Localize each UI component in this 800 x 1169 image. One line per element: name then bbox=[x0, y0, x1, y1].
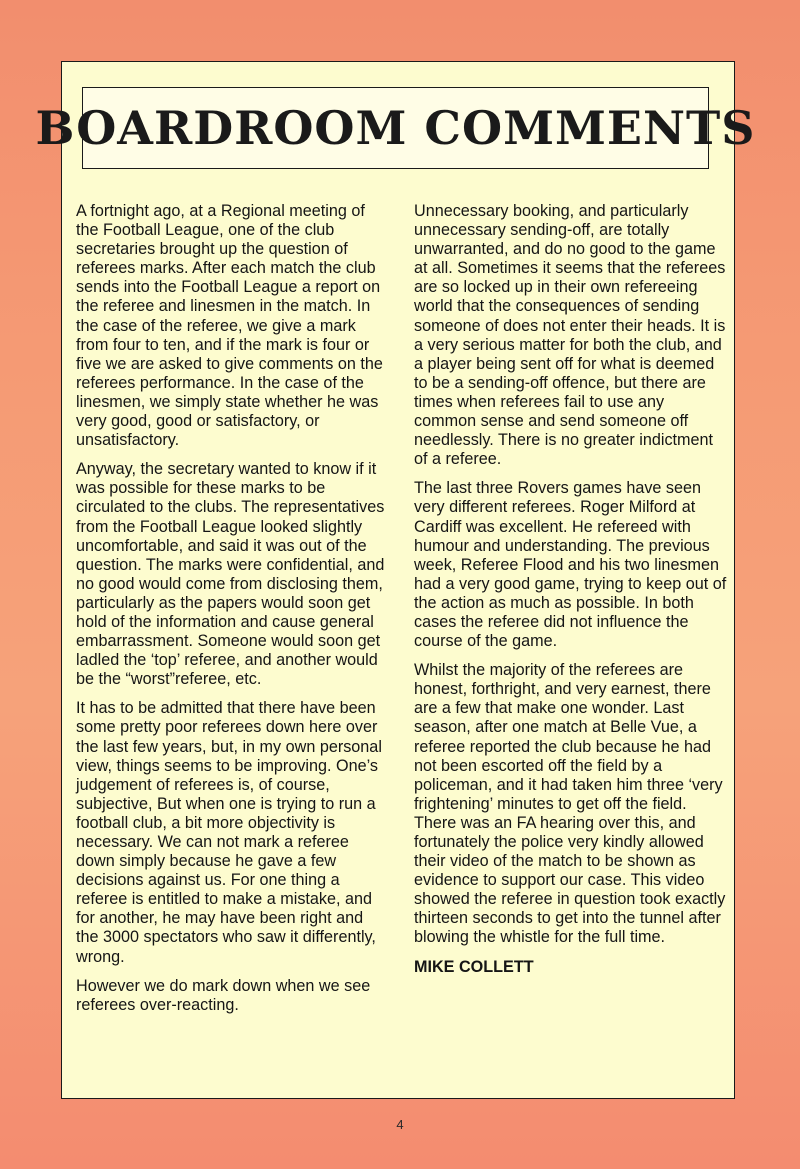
paragraph: However we do mark down when we see referees over-reacting. bbox=[76, 976, 371, 1014]
paragraph: A fortnight ago, at a Regional meeting of the Football League, one of the club secretaries brought up the question of referees marks. After each match the club sends into the Football League a report on the referee and linesmen in the match. In the case of the referee, we give a mark from four to ten, and if the mark is four or five we are asked to give comments on the referees performance. In the case of the linesmen, we simply state whether he was very good, good or satisfactory, or unsatisfactory. bbox=[76, 202, 383, 450]
article-columns bbox=[76, 202, 728, 1025]
author-byline: MIKE COLLETT bbox=[414, 957, 534, 976]
paragraph: Unnecessary booking, and particularly unnecessary sending-off, are totally unwarranted, and do no good to the game at all. Sometimes it seems that the referees are so locked up in their own refereeing world that the consequences of sending someone of does not enter their heads. It is a very serious matter for both the club, and a player being sent off for what is deemed to be a sending-off offence, but there are times when referees fail to use any common sense and send someone off needlessly. There is no greater indictment of a referee. bbox=[414, 202, 726, 469]
paragraph: It has to be admitted that there have been some pretty poor referees down here over the last few years, but, in my own personal view, things seems to be improving. One’s judgement of referees is, of course, subjective, But when one is trying to run a football club, a bit more objectivity is necessary. We can not mark a referee down simply because he gave a few decisions against us. For one thing a referee is entitled to make a mistake, and for another, he may have been right and the 3000 spectators who saw it differently, wrong. bbox=[76, 699, 382, 966]
title-box bbox=[35, 87, 756, 169]
right-column bbox=[414, 202, 728, 1025]
paragraph: The last three Rovers games have seen very different referees. Roger Milford at Cardiff was excellent. He refereed with humour and understanding. The previous week, Referee Flood and his two linesmen had a very good game, trying to keep out of the action as much as possible. In both cases the referee did not influence the course of the game. bbox=[414, 479, 727, 651]
article-panel bbox=[35, 61, 756, 1099]
paragraph: Whilst the majority of the referees are honest, forthright, and very earnest, there are a few that make one wonder. Last season, after one match at Belle Vue, a referee reported the club because he had not been escorted off the field by a policeman, and it had taken him three ‘very frightening’ minutes to get off the field. There was an FA hearing over this, and fortunately the police very kindly allowed their video of the match to be shown as evidence to support our case. This video showed the referee in question took exactly thirteen seconds to get into the tunnel after blowing the whistle for the full time. bbox=[414, 661, 726, 947]
page-number: 4 bbox=[396, 1117, 404, 1132]
paragraph: Anyway, the secretary wanted to know if it was possible for these marks to be circulated to the clubs. The representatives from the Football League looked slightly uncomfortable, and said it was out of the question. The marks were confidential, and no good would come from disclosing them, particularly as the papers would soon get hold of the information and cause general embarrassment. Someone would soon get ladled the ‘top’ referee, and another would be the “worst”referee, etc. bbox=[76, 460, 385, 689]
page-title: BOARDROOM COMMENTS bbox=[35, 101, 756, 155]
left-column bbox=[76, 202, 390, 1025]
